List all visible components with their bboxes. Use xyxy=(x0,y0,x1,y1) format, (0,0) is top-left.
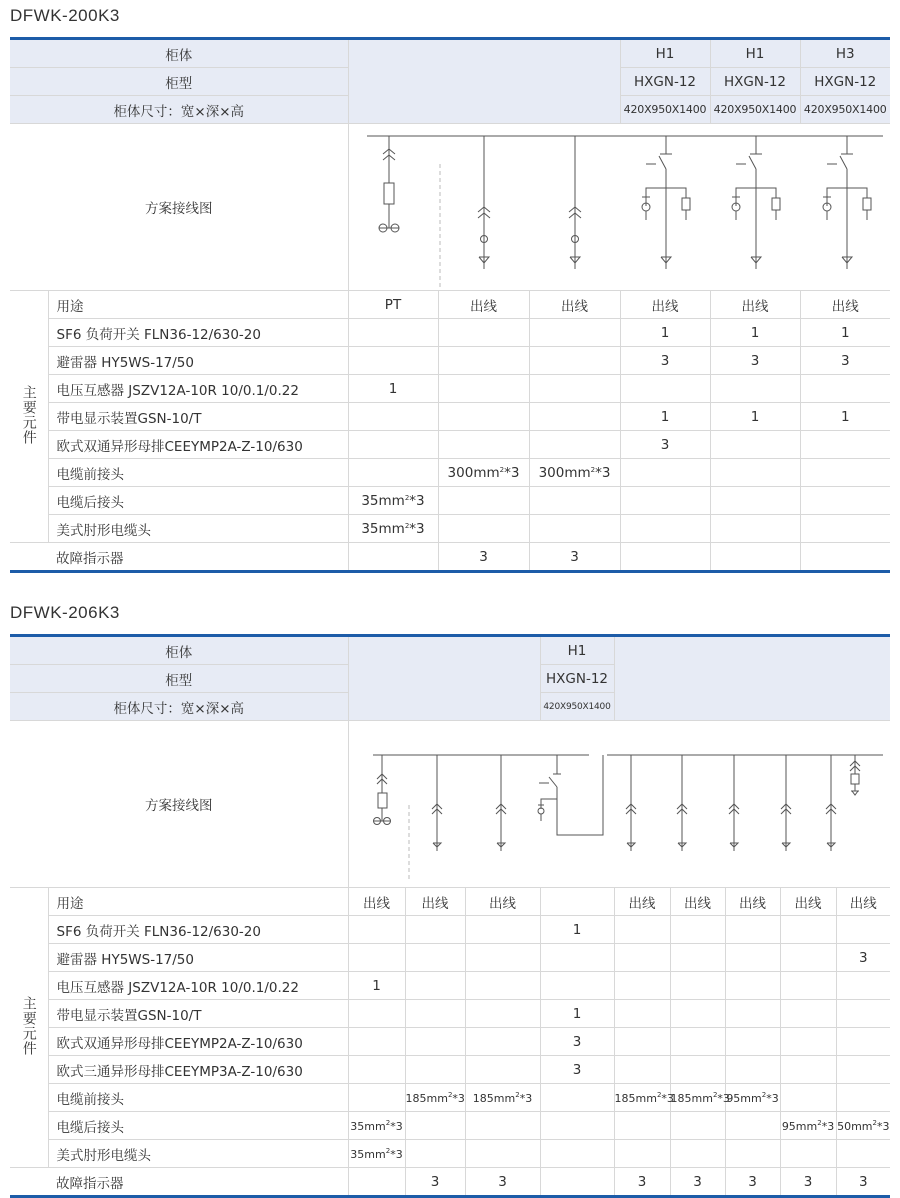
table-row xyxy=(10,347,890,375)
load-switch-feeder-symbol xyxy=(823,136,871,269)
cable-feeder-symbol xyxy=(826,755,836,851)
cabinet-cell: H1 xyxy=(620,39,710,68)
cell: 出线 xyxy=(614,888,670,916)
cell: 1 xyxy=(620,403,710,431)
cell xyxy=(670,1112,725,1140)
header-blank xyxy=(614,636,890,721)
cell xyxy=(836,972,890,1000)
cell xyxy=(540,944,614,972)
cable-feeder-symbol xyxy=(677,755,687,851)
row-label: 避雷器 HY5WS-17/50 xyxy=(48,347,348,375)
cell xyxy=(836,1140,890,1168)
group-label: 主要元件 xyxy=(10,888,48,1168)
cell: 1 xyxy=(710,319,800,347)
cell xyxy=(780,1028,836,1056)
cell: $185mm^2*3$ xyxy=(614,1084,670,1112)
row-label: 电缆前接头 xyxy=(48,459,348,487)
cell: $50mm^2*3$ xyxy=(836,1112,890,1140)
cable-feeder-symbol xyxy=(781,755,791,851)
cell xyxy=(800,375,890,403)
cell xyxy=(348,916,405,944)
cabinet-cell: H1 xyxy=(710,39,800,68)
cell xyxy=(465,1112,540,1140)
cell xyxy=(620,543,710,572)
bus-tie-switch-symbol xyxy=(538,755,603,835)
cell xyxy=(670,1056,725,1084)
cell xyxy=(540,1168,614,1197)
cell: 3 xyxy=(465,1168,540,1197)
cell xyxy=(529,515,620,543)
cell: 3 xyxy=(614,1168,670,1197)
table-1-title: DFWK-200K3 xyxy=(10,6,120,25)
table-row xyxy=(10,459,890,487)
row-label: 带电显示装置GSN-10/T xyxy=(48,403,348,431)
footer-row xyxy=(10,1168,890,1197)
cable-feeder-symbol xyxy=(496,755,506,851)
spec-table-dfwk-200k3 xyxy=(10,37,890,573)
cell: 出线 xyxy=(529,291,620,319)
cell xyxy=(670,972,725,1000)
row-label: 用途 xyxy=(48,888,348,916)
table-row xyxy=(10,403,890,431)
diagram-row xyxy=(10,721,890,888)
table-row xyxy=(10,944,890,972)
group-label: 主要元件 xyxy=(10,291,48,543)
cell xyxy=(614,916,670,944)
table-row xyxy=(10,515,890,543)
cell: $300mm^2*3$ xyxy=(438,459,529,487)
cable-feeder-symbol xyxy=(478,136,490,269)
header-row-cabinet xyxy=(10,636,890,665)
cell xyxy=(438,375,529,403)
cell xyxy=(780,1056,836,1084)
cell: 1 xyxy=(800,319,890,347)
row-label: 电压互感器 JSZV12A-10R 10/0.1/0.22 xyxy=(48,375,348,403)
cell xyxy=(725,1112,780,1140)
cell xyxy=(800,543,890,572)
cell: 出线 xyxy=(348,888,405,916)
cell: 3 xyxy=(529,543,620,572)
cell: 出线 xyxy=(670,888,725,916)
table-row xyxy=(10,375,890,403)
cell: 1 xyxy=(348,972,405,1000)
cell xyxy=(800,431,890,459)
cell xyxy=(465,1056,540,1084)
row-label: 电缆前接头 xyxy=(48,1084,348,1112)
arrester-symbol xyxy=(850,755,860,795)
table-row xyxy=(10,888,890,916)
table-row xyxy=(10,487,890,515)
cell: $185mm^2*3$ xyxy=(405,1084,465,1112)
cell: 出线 xyxy=(780,888,836,916)
row-label: 避雷器 HY5WS-17/50 xyxy=(48,944,348,972)
cell: $95mm^2*3$ xyxy=(725,1084,780,1112)
cell: 3 xyxy=(710,347,800,375)
cell xyxy=(836,1056,890,1084)
type-cell: HXGN-12 xyxy=(540,665,614,693)
cell: 1 xyxy=(710,403,800,431)
cell xyxy=(529,403,620,431)
size-cell: 420X950X1400 xyxy=(540,693,614,721)
cell xyxy=(780,916,836,944)
cell: 1 xyxy=(620,319,710,347)
row-label: 电缆后接头 xyxy=(48,1112,348,1140)
row-label: 带电显示装置GSN-10/T xyxy=(48,1000,348,1028)
header-row-cabinet xyxy=(10,39,890,68)
cell xyxy=(529,431,620,459)
cell xyxy=(540,1112,614,1140)
table-2-title: DFWK-206K3 xyxy=(10,603,120,622)
type-label: 柜型 xyxy=(10,665,348,693)
cell xyxy=(836,1028,890,1056)
cell xyxy=(540,888,614,916)
row-label: SF6 负荷开关 FLN36-12/630-20 xyxy=(48,916,348,944)
row-label: 欧式双通异形母排CEEYMP2A-Z-10/630 xyxy=(48,431,348,459)
cell xyxy=(614,972,670,1000)
cell xyxy=(800,459,890,487)
diagram-label: 方案接线图 xyxy=(10,124,348,291)
cell xyxy=(348,459,438,487)
cell xyxy=(465,972,540,1000)
cell: $185mm^2*3$ xyxy=(465,1084,540,1112)
cell xyxy=(348,1028,405,1056)
cell xyxy=(800,487,890,515)
cabinet-cell: H3 xyxy=(800,39,890,68)
cell xyxy=(710,543,800,572)
wiring-diagram-cell xyxy=(348,721,890,888)
cell: $35mm^2*3$ xyxy=(348,1112,405,1140)
cell xyxy=(836,1000,890,1028)
cell: 3 xyxy=(725,1168,780,1197)
cell xyxy=(405,1112,465,1140)
cell: 3 xyxy=(620,347,710,375)
cell xyxy=(780,1140,836,1168)
blank-cell xyxy=(10,543,48,572)
cell xyxy=(465,916,540,944)
wiring-diagram-2 xyxy=(349,729,891,879)
table-row xyxy=(10,1084,890,1112)
cell xyxy=(438,347,529,375)
cell xyxy=(710,487,800,515)
cell: 3 xyxy=(620,431,710,459)
cell: 3 xyxy=(836,1168,890,1197)
table-row xyxy=(10,319,890,347)
cell: $185mm^2*3$ xyxy=(670,1084,725,1112)
cell xyxy=(438,319,529,347)
table-row xyxy=(10,1112,890,1140)
cell xyxy=(725,1056,780,1084)
cell xyxy=(529,375,620,403)
pt-feeder-symbol xyxy=(373,755,391,825)
cell: 出线 xyxy=(710,291,800,319)
cell xyxy=(348,944,405,972)
cell xyxy=(529,487,620,515)
cell xyxy=(614,944,670,972)
cell xyxy=(465,1000,540,1028)
cell xyxy=(405,972,465,1000)
cabinet-cell: H1 xyxy=(540,636,614,665)
cell xyxy=(620,487,710,515)
row-label: 电缆后接头 xyxy=(48,487,348,515)
wiring-diagram-1 xyxy=(349,124,891,290)
cell xyxy=(620,515,710,543)
cell xyxy=(614,1056,670,1084)
diagram-row xyxy=(10,124,890,291)
cell: 1 xyxy=(540,916,614,944)
cell xyxy=(529,319,620,347)
cell xyxy=(780,1084,836,1112)
cell xyxy=(405,944,465,972)
cell xyxy=(348,347,438,375)
type-cell: HXGN-12 xyxy=(800,68,890,96)
cell xyxy=(614,1000,670,1028)
cell: 出线 xyxy=(800,291,890,319)
diagram-label: 方案接线图 xyxy=(10,721,348,888)
size-cell: 420X950X1400 xyxy=(620,96,710,124)
row-label: SF6 负荷开关 FLN36-12/630-20 xyxy=(48,319,348,347)
table-row xyxy=(10,1000,890,1028)
table-row xyxy=(10,431,890,459)
cell xyxy=(405,1140,465,1168)
cell xyxy=(614,1028,670,1056)
size-label: 柜体尺寸：宽×深×高 xyxy=(10,693,348,721)
cell xyxy=(725,972,780,1000)
cell: $300mm^2*3$ xyxy=(529,459,620,487)
cable-feeder-symbol xyxy=(569,136,581,269)
cell xyxy=(620,459,710,487)
row-label: 欧式双通异形母排CEEYMP2A-Z-10/630 xyxy=(48,1028,348,1056)
cell xyxy=(405,1000,465,1028)
cell xyxy=(348,543,438,572)
cell: 出线 xyxy=(836,888,890,916)
row-label: 故障指示器 xyxy=(48,1168,348,1197)
cell: 3 xyxy=(540,1056,614,1084)
load-switch-feeder-symbol xyxy=(642,136,690,269)
cell xyxy=(348,1084,405,1112)
row-label: 故障指示器 xyxy=(48,543,348,572)
cell xyxy=(540,972,614,1000)
cell xyxy=(725,1140,780,1168)
cell xyxy=(836,916,890,944)
cell xyxy=(348,1168,405,1197)
cell xyxy=(710,375,800,403)
cell: 3 xyxy=(800,347,890,375)
cell: 出线 xyxy=(465,888,540,916)
cell xyxy=(529,347,620,375)
cell xyxy=(710,459,800,487)
table-row xyxy=(10,1028,890,1056)
size-cell: 420X950X1400 xyxy=(710,96,800,124)
cell xyxy=(725,1000,780,1028)
size-label: 柜体尺寸：宽×深×高 xyxy=(10,96,348,124)
cell xyxy=(540,1140,614,1168)
cell: $35mm^2*3$ xyxy=(348,1140,405,1168)
cell xyxy=(465,944,540,972)
cable-feeder-symbol xyxy=(432,755,442,851)
wiring-diagram-cell xyxy=(348,124,890,291)
row-label: 欧式三通异形母排CEEYMP3A-Z-10/630 xyxy=(48,1056,348,1084)
cell xyxy=(725,916,780,944)
cell xyxy=(438,487,529,515)
cell: 出线 xyxy=(438,291,529,319)
load-switch-feeder-symbol xyxy=(732,136,780,269)
cell xyxy=(438,431,529,459)
cell: 1 xyxy=(348,375,438,403)
cell xyxy=(465,1140,540,1168)
cell xyxy=(620,375,710,403)
row-label: 美式肘形电缆头 xyxy=(48,515,348,543)
header-blank xyxy=(348,636,540,721)
table-row xyxy=(10,972,890,1000)
cell xyxy=(780,972,836,1000)
cell xyxy=(670,1140,725,1168)
type-cell: HXGN-12 xyxy=(710,68,800,96)
type-label: 柜型 xyxy=(10,68,348,96)
cell xyxy=(438,403,529,431)
size-cell: 420X950X1400 xyxy=(800,96,890,124)
cell: $35mm^2*3$ xyxy=(348,487,438,515)
cell: $35mm^2*3$ xyxy=(348,515,438,543)
cell xyxy=(725,1028,780,1056)
cell xyxy=(614,1140,670,1168)
type-cell: HXGN-12 xyxy=(620,68,710,96)
cell: 3 xyxy=(438,543,529,572)
cell: 1 xyxy=(540,1000,614,1028)
cell: $95mm^2*3$ xyxy=(780,1112,836,1140)
footer-row xyxy=(10,543,890,572)
table-row xyxy=(10,1056,890,1084)
cell xyxy=(710,515,800,543)
row-label: 电压互感器 JSZV12A-10R 10/0.1/0.22 xyxy=(48,972,348,1000)
row-label: 用途 xyxy=(48,291,348,319)
table-row xyxy=(10,291,890,319)
cell xyxy=(348,1000,405,1028)
cell xyxy=(540,1084,614,1112)
cabinet-label: 柜体 xyxy=(10,636,348,665)
cell xyxy=(348,403,438,431)
cell: 出线 xyxy=(405,888,465,916)
cell: 3 xyxy=(405,1168,465,1197)
cell xyxy=(710,431,800,459)
cable-feeder-symbol xyxy=(626,755,636,851)
cell xyxy=(348,431,438,459)
cell: 1 xyxy=(800,403,890,431)
cell: 3 xyxy=(670,1168,725,1197)
cell xyxy=(670,1000,725,1028)
spec-table-dfwk-206k3 xyxy=(10,634,890,1198)
cell xyxy=(465,1028,540,1056)
cell: 出线 xyxy=(725,888,780,916)
cell xyxy=(670,916,725,944)
header-blank xyxy=(348,39,620,124)
table-row xyxy=(10,916,890,944)
cell xyxy=(780,944,836,972)
pt-feeder-symbol xyxy=(379,136,399,232)
cell xyxy=(725,944,780,972)
cell xyxy=(438,515,529,543)
cell: 3 xyxy=(836,944,890,972)
cable-feeder-symbol xyxy=(729,755,739,851)
cell: 3 xyxy=(780,1168,836,1197)
cell xyxy=(670,944,725,972)
row-label: 美式肘形电缆头 xyxy=(48,1140,348,1168)
blank-cell xyxy=(10,1168,48,1197)
cell xyxy=(836,1084,890,1112)
cell xyxy=(780,1000,836,1028)
cell: PT xyxy=(348,291,438,319)
cabinet-label: 柜体 xyxy=(10,39,348,68)
cell xyxy=(800,515,890,543)
cell xyxy=(405,1028,465,1056)
cell xyxy=(614,1112,670,1140)
cell xyxy=(670,1028,725,1056)
cell: 出线 xyxy=(620,291,710,319)
cell xyxy=(405,916,465,944)
cell xyxy=(348,319,438,347)
table-row xyxy=(10,1140,890,1168)
cell: 3 xyxy=(540,1028,614,1056)
cell xyxy=(405,1056,465,1084)
cell xyxy=(348,1056,405,1084)
